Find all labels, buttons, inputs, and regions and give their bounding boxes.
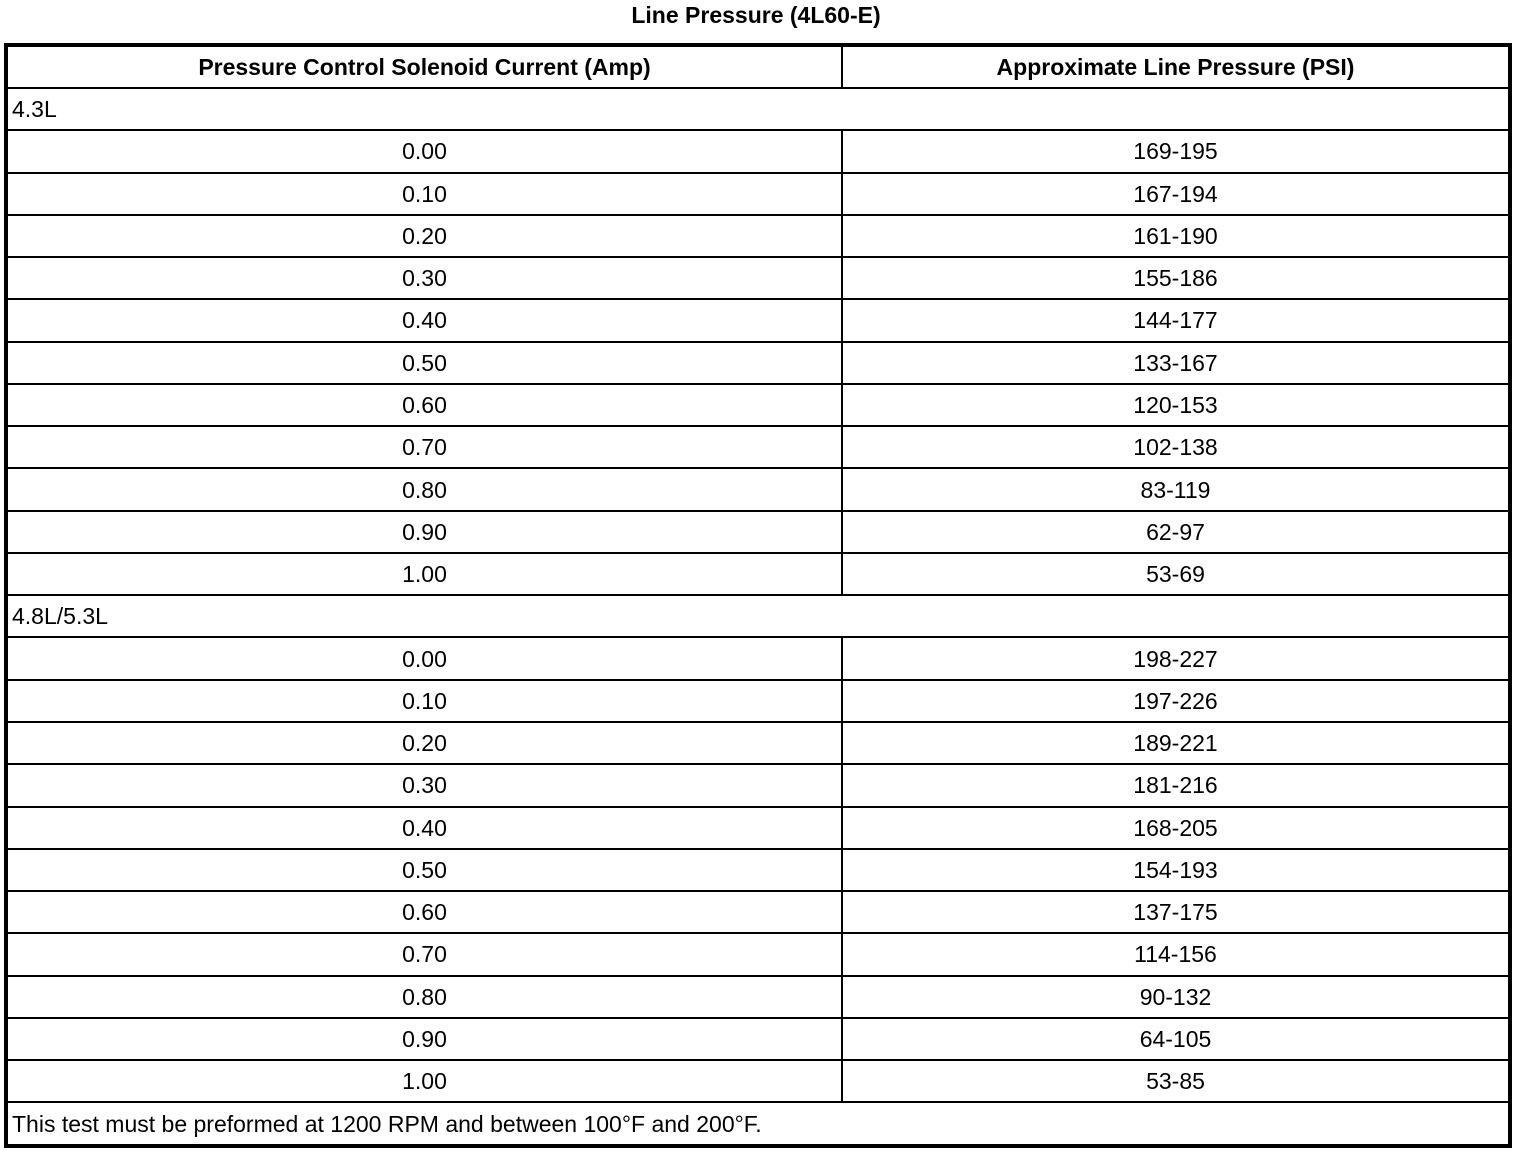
current-cell: 0.80 [6,976,842,1018]
table-row [6,553,1510,595]
pressure-cell: 198-227 [842,637,1510,679]
pressure-cell: 168-205 [842,807,1510,849]
table-row [6,511,1510,553]
pressure-cell: 155-186 [842,257,1510,299]
pressure-cell: 90-132 [842,976,1510,1018]
group-label: 4.8L/5.3L [6,595,1510,637]
line-pressure-table [4,43,1512,1148]
current-cell: 0.70 [6,933,842,975]
current-cell: 0.30 [6,764,842,806]
pressure-cell: 161-190 [842,215,1510,257]
pressure-cell: 167-194 [842,173,1510,215]
pressure-cell: 133-167 [842,342,1510,384]
group-row [6,595,1510,637]
table-row [6,976,1510,1018]
table-row [6,426,1510,468]
pressure-column-header: Approximate Line Pressure (PSI) [842,45,1510,88]
table-row [6,807,1510,849]
table-row [6,257,1510,299]
pressure-cell: 120-153 [842,384,1510,426]
current-cell: 0.90 [6,1018,842,1060]
table-row [6,299,1510,341]
current-cell: 0.70 [6,426,842,468]
current-cell: 0.10 [6,173,842,215]
current-cell: 0.50 [6,849,842,891]
current-cell: 0.60 [6,384,842,426]
current-cell: 1.00 [6,1060,842,1102]
table-row [6,891,1510,933]
pressure-cell: 102-138 [842,426,1510,468]
table-row [6,468,1510,510]
current-cell: 0.00 [6,637,842,679]
table-row [6,764,1510,806]
table-row [6,722,1510,764]
pressure-cell: 62-97 [842,511,1510,553]
table-body [6,88,1510,1146]
pressure-cell: 64-105 [842,1018,1510,1060]
current-cell: 0.40 [6,807,842,849]
table-row [6,680,1510,722]
current-column-header: Pressure Control Solenoid Current (Amp) [6,45,842,88]
current-cell: 0.50 [6,342,842,384]
table-row [6,130,1510,172]
table-row [6,637,1510,679]
table-row [6,384,1510,426]
table-row [6,849,1510,891]
table-row [6,342,1510,384]
group-label: 4.3L [6,88,1510,130]
current-cell: 0.90 [6,511,842,553]
table-row [6,215,1510,257]
pressure-cell: 181-216 [842,764,1510,806]
table-title: Line Pressure (4L60-E) [631,2,881,28]
table-row [6,933,1510,975]
current-cell: 0.30 [6,257,842,299]
current-cell: 1.00 [6,553,842,595]
current-cell: 0.20 [6,215,842,257]
pressure-cell: 197-226 [842,680,1510,722]
note-row [6,1102,1510,1146]
pressure-cell: 114-156 [842,933,1510,975]
pressure-cell: 144-177 [842,299,1510,341]
test-condition-note: This test must be preformed at 1200 RPM and between 100°F and 200°F. [6,1102,1510,1146]
pressure-cell: 83-119 [842,468,1510,510]
group-row [6,88,1510,130]
pressure-cell: 189-221 [842,722,1510,764]
table-row [6,1060,1510,1102]
pressure-cell: 137-175 [842,891,1510,933]
current-cell: 0.40 [6,299,842,341]
table-row [6,173,1510,215]
pressure-cell: 53-85 [842,1060,1510,1102]
current-cell: 0.80 [6,468,842,510]
current-cell: 0.00 [6,130,842,172]
current-cell: 0.60 [6,891,842,933]
header-row [6,45,1510,88]
pressure-cell: 53-69 [842,553,1510,595]
current-cell: 0.10 [6,680,842,722]
current-cell: 0.20 [6,722,842,764]
pressure-cell: 169-195 [842,130,1510,172]
pressure-cell: 154-193 [842,849,1510,891]
table-row [6,1018,1510,1060]
